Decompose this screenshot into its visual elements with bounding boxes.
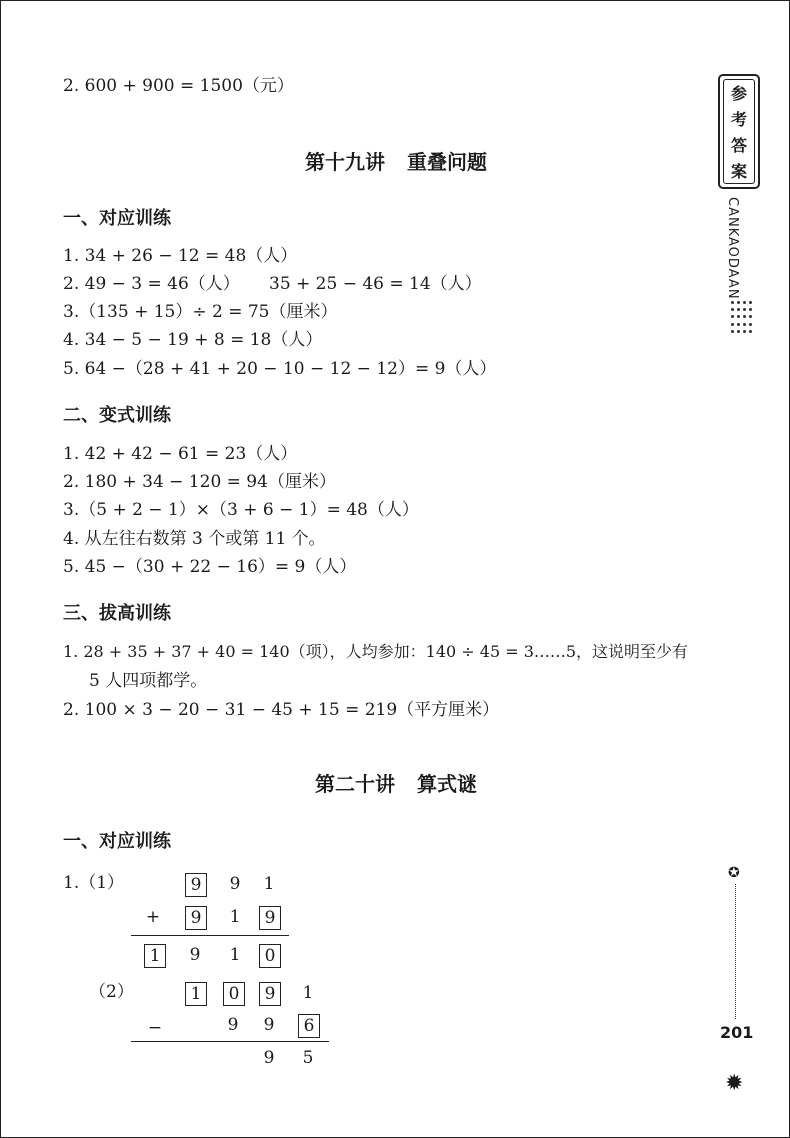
digit: 9 bbox=[227, 1015, 239, 1035]
digit: 9 bbox=[263, 1015, 275, 1035]
answer-line: 1. 34 + 26 − 12 = 48（人） bbox=[63, 246, 298, 266]
sun-icon: ✹ bbox=[725, 1071, 744, 1096]
section-heading: 三、拔高训练 bbox=[63, 603, 171, 624]
tab-char: 案 bbox=[730, 161, 747, 181]
section-heading: 二、变式训练 bbox=[63, 405, 171, 426]
answer-line: 2. 100 × 3 − 20 − 31 − 45 + 15 = 219（平方厘米） bbox=[63, 700, 500, 720]
lecture-number: 第十九讲 bbox=[305, 150, 385, 174]
puzzle-label: （2） bbox=[89, 982, 134, 1002]
digit-box: 0 bbox=[259, 944, 281, 968]
digit-box: 9 bbox=[185, 906, 207, 930]
answer-line: 2. 180 + 34 − 120 = 94（厘米） bbox=[63, 472, 336, 492]
digit-box: 1 bbox=[185, 982, 207, 1006]
difference-rule bbox=[131, 1041, 329, 1042]
tab-char: 考 bbox=[730, 110, 747, 130]
digit-box: 0 bbox=[223, 982, 245, 1006]
lecture-19-title bbox=[1, 146, 790, 175]
answer-line: 5. 64 −（28 + 41 + 20 − 10 − 12 − 12）= 9（人） bbox=[63, 359, 497, 379]
digit: 9 bbox=[263, 1048, 275, 1068]
answer-line: 4. 34 − 5 − 19 + 8 = 18（人） bbox=[63, 330, 323, 350]
answer-line: 3.（135 + 15）÷ 2 = 75（厘米） bbox=[63, 302, 338, 322]
digit: 1 bbox=[302, 983, 314, 1003]
digit: 1 bbox=[263, 874, 275, 894]
digit: 1 bbox=[229, 945, 241, 965]
answer-line: 1. 42 + 42 − 61 = 23（人） bbox=[63, 444, 298, 464]
digit-box: 6 bbox=[298, 1014, 320, 1038]
tab-char: 参 bbox=[730, 84, 747, 104]
star-icon: ✪ bbox=[728, 865, 740, 881]
lecture-number: 第二十讲 bbox=[315, 772, 395, 796]
digit: 1 bbox=[229, 907, 241, 927]
digit-box: 9 bbox=[259, 982, 281, 1006]
digit-box: 9 bbox=[185, 873, 207, 897]
digit-box: 1 bbox=[144, 944, 166, 968]
page-number: 201 bbox=[720, 1023, 754, 1042]
digit: 9 bbox=[229, 874, 241, 894]
answer-line: 4. 从左往右数第 3 个或第 11 个。 bbox=[63, 529, 326, 549]
answer-key-tab bbox=[718, 74, 760, 189]
answer-line: 35 + 25 − 46 = 14（人） bbox=[269, 274, 482, 294]
section-heading: 一、对应训练 bbox=[63, 208, 171, 229]
lecture-20-title bbox=[1, 768, 790, 797]
minus-sign: − bbox=[147, 1018, 163, 1038]
puzzle-label: 1.（1） bbox=[63, 873, 125, 893]
lecture-topic: 算式谜 bbox=[417, 772, 477, 796]
sum-rule bbox=[131, 935, 289, 936]
dotted-divider bbox=[735, 884, 736, 1019]
answer-line: 3.（5 + 2 − 1）×（3 + 6 − 1）= 48（人） bbox=[63, 500, 419, 520]
answer-line: 5. 45 −（30 + 22 − 16）= 9（人） bbox=[63, 557, 357, 577]
dot-pattern bbox=[731, 301, 753, 335]
plus-sign: + bbox=[145, 907, 161, 927]
digit-box: 9 bbox=[259, 906, 281, 930]
section-heading: 一、对应训练 bbox=[63, 831, 171, 852]
answer-line: 2. 600 + 900 = 1500（元） bbox=[63, 76, 294, 96]
digit: 9 bbox=[189, 945, 201, 965]
answer-line: 2. 49 − 3 = 46（人） bbox=[63, 274, 240, 294]
answer-line: 1. 28 + 35 + 37 + 40 = 140（项），人均参加：140 ÷ 45 = 3……5，这说明至少有 bbox=[63, 642, 689, 661]
tab-char: 答 bbox=[730, 135, 747, 155]
digit: 5 bbox=[302, 1048, 314, 1068]
lecture-topic: 重叠问题 bbox=[407, 150, 487, 174]
answer-line: 5 人四项都学。 bbox=[89, 671, 208, 691]
pinyin-label: CANKAODAAN bbox=[725, 197, 740, 300]
